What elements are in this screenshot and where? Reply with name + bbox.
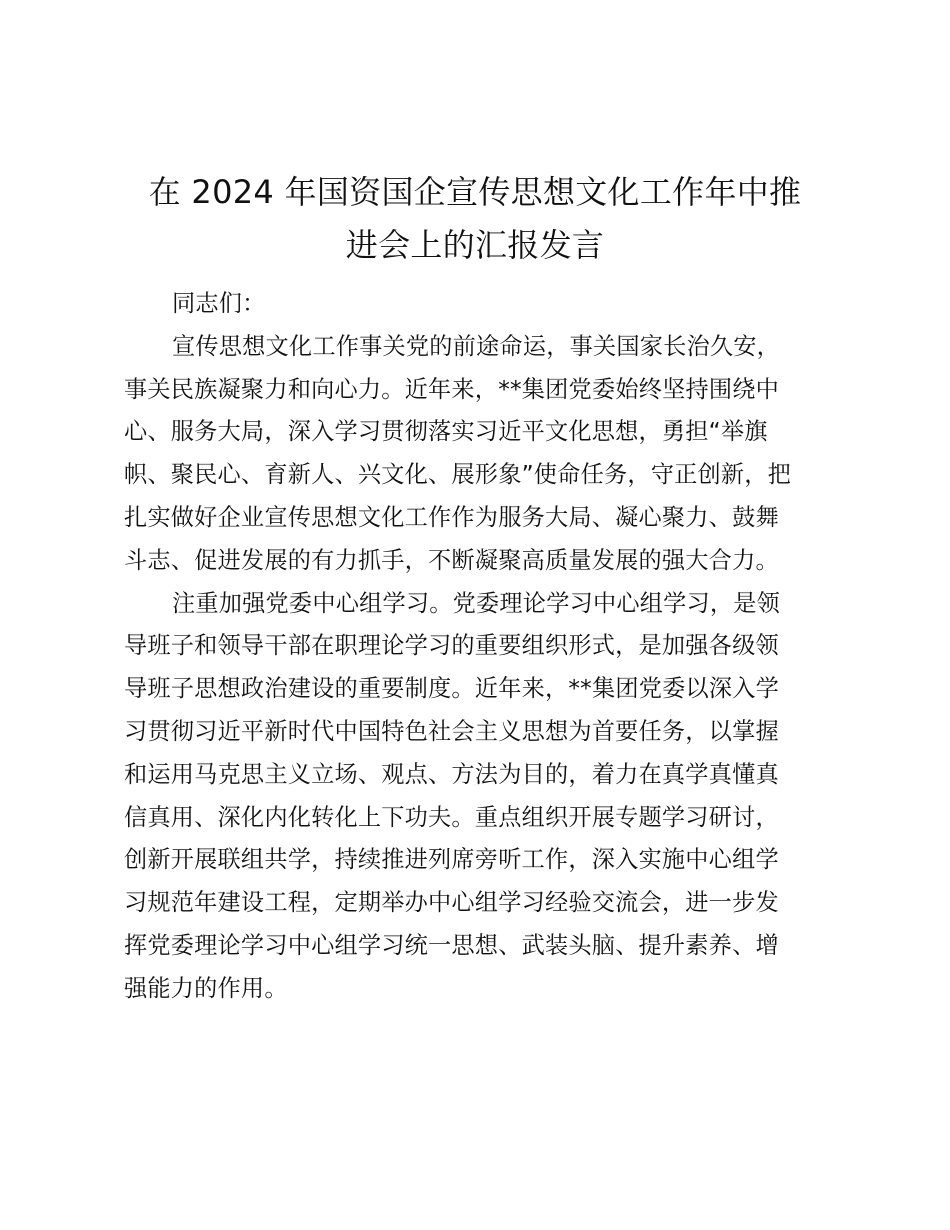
paragraph-line: 创新开展联组共学，持续推进列席旁听工作，深入实施中心组学 [124, 846, 779, 874]
paragraph-line: 心、服务大局，深入学习贯彻落实习近平文化思想，勇担“举旗 [124, 418, 768, 446]
title-line: 进会上的汇报发言 [345, 226, 605, 264]
paragraph-line: 和运用马克思主义立场、观点、方法为目的，着力在真学真懂真 [124, 760, 779, 788]
paragraph-line: 事关民族凝聚力和向心力。近年来，**集团党委始终坚持围绕中 [124, 375, 780, 403]
paragraph-line: 挥党委理论学习中心组学习统一思想、武装头脑、提升素养、增 [124, 931, 779, 959]
paragraph-line: 习规范年建设工程，定期举办中心组学习经验交流会，进一步发 [124, 889, 779, 917]
paragraph-line: 注重加强党委中心组学习。党委理论学习中心组学习，是领 [172, 589, 781, 617]
paragraph-line: 导班子和领导干部在职理论学习的重要组织形式，是加强各级领 [124, 632, 779, 660]
paragraph-line: 习贯彻习近平新时代中国特色社会主义思想为首要任务，以掌握 [124, 717, 779, 745]
paragraph-line: 导班子思想政治建设的重要制度。近年来，**集团党委以深入学 [124, 675, 780, 703]
paragraph-line: 帜、聚民心、育新人、兴文化、展形象”使命任务，守正创新，把 [124, 461, 792, 489]
paragraph-line: 宣传思想文化工作事关党的前途命运，事关国家长治久安， [172, 332, 781, 360]
salutation: 同志们： [172, 290, 266, 317]
document-body [124, 283, 834, 1011]
paragraph-line: 斗志、促进发展的有力抓手，不断凝聚高质量发展的强大合力。 [124, 546, 779, 574]
salutation-paragraph [124, 283, 834, 326]
paragraph-line: 强能力的作用。 [124, 974, 288, 1002]
paragraph-study [124, 583, 834, 1011]
paragraph-line: 信真用、深化内化转化上下功夫。重点组织开展专题学习研讨， [124, 803, 779, 831]
document-title [100, 166, 850, 272]
paragraph-line: 扎实做好企业宣传思想文化工作作为服务大局、凝心聚力、鼓舞 [124, 503, 779, 531]
paragraph-intro [124, 326, 834, 583]
title-line: 在 2024 年国资国企宣传思想文化工作年中推 [148, 173, 802, 211]
